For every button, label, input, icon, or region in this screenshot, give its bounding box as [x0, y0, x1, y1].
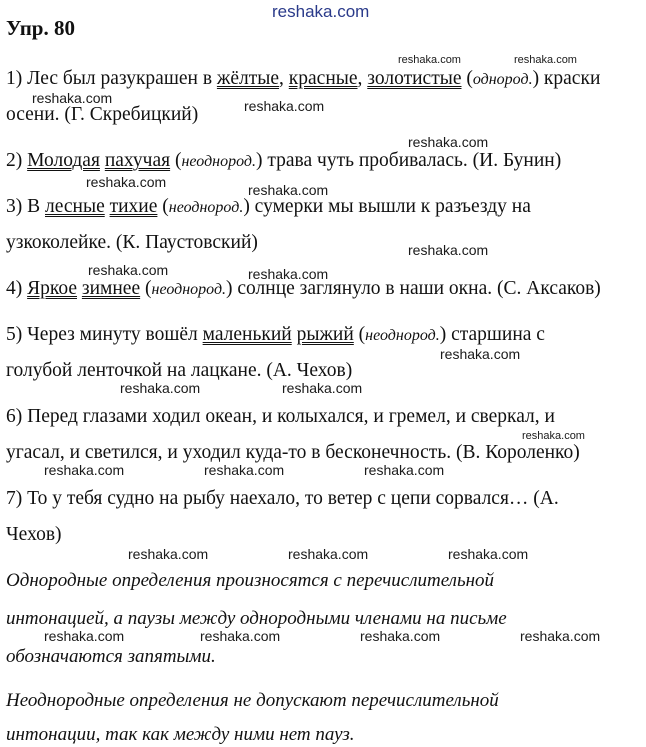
watermark: reshaka.com: [440, 346, 521, 362]
sentence-7-line-1: 7) То у тебя судно на рыбу наехало, то ветер с цепи сорвался… (А.: [6, 488, 559, 509]
s4-word-1: Яркое: [27, 278, 78, 299]
watermark: reshaka.com: [364, 462, 445, 478]
rule-2-line-1: Неоднородные определения не допускают перечислительной: [6, 690, 499, 711]
s5-word-1: маленький: [202, 324, 292, 345]
s4-note: неоднород.: [151, 281, 227, 298]
s3-rest: ) сумерки мы вышли к разъезду на: [243, 196, 531, 217]
watermark: reshaka.com: [398, 54, 461, 66]
s4-rest: ) солнце заглянуло в наши окна. (С. Аксаков): [226, 278, 601, 299]
watermark: reshaka.com: [88, 262, 169, 278]
sentence-3-line-2: узкоколейке. (К. Паустовский): [6, 232, 258, 253]
s5-num: 5) Через минуту вошёл: [6, 324, 203, 345]
sentence-1-line-1: [6, 68, 600, 90]
s1-word-1: жёлтые: [216, 68, 280, 89]
s2-word-1: Молодая: [27, 150, 100, 171]
rule-1-line-3: обозначаются запятыми.: [6, 646, 216, 667]
watermark: reshaka.com: [288, 546, 369, 562]
watermark: reshaka.com: [86, 174, 167, 190]
sentence-5-line-2: голубой ленточкой на лацкане. (А. Чехов): [6, 360, 353, 381]
s5-paren-open: (: [353, 324, 366, 345]
s3-num: 3) В: [6, 196, 45, 217]
sentence-1-line-2: осени. (Г. Скребицкий): [6, 104, 199, 125]
s5-note: неоднород.: [365, 327, 440, 344]
watermark: reshaka.com: [128, 546, 209, 562]
watermark: reshaka.com: [204, 462, 285, 478]
s1-note: однород.: [472, 71, 533, 88]
exercise-title: Упр. 80: [6, 16, 75, 40]
watermark: reshaka.com: [248, 266, 329, 282]
sentence-6-line-1: 6) Перед глазами ходил океан, и колыхался, и гремел, и сверкал, и: [6, 406, 555, 427]
s2-rest: ) трава чуть пробивалась. (И. Бунин): [256, 150, 562, 171]
sentence-2: [6, 150, 561, 172]
sentence-3-line-1: [6, 196, 531, 218]
watermark: reshaka.com: [282, 380, 363, 396]
s1-comma-1: ,: [279, 68, 289, 89]
sentence-6-line-2: угасал, и светился, и уходил куда-то в бесконечность. (В. Короленко): [6, 442, 580, 463]
s3-word-1: лесные: [45, 196, 105, 217]
s5-word-2: рыжий: [296, 324, 354, 345]
s4-num: 4): [6, 278, 28, 299]
watermark-top: reshaka.com: [272, 2, 370, 21]
s1-comma-2: ,: [357, 68, 368, 89]
watermark: reshaka.com: [44, 462, 125, 478]
watermark: reshaka.com: [514, 54, 577, 66]
watermark: reshaka.com: [200, 628, 281, 644]
s1-paren-open: (: [461, 68, 473, 89]
s3-paren-open: (: [157, 196, 169, 217]
s3-word-2: тихие: [109, 196, 158, 217]
watermark: reshaka.com: [244, 98, 325, 114]
sentence-7-line-2: Чехов): [6, 524, 62, 545]
watermark: reshaka.com: [360, 628, 441, 644]
watermark: reshaka.com: [408, 134, 489, 150]
s1-word-2: красные: [288, 68, 358, 89]
s2-num: 2): [6, 150, 28, 171]
watermark: reshaka.com: [448, 546, 529, 562]
watermark: reshaka.com: [522, 430, 585, 442]
s4-word-2: зимнее: [81, 278, 141, 299]
s2-paren-open: (: [170, 150, 182, 171]
sentence-5-line-1: [6, 324, 545, 346]
s1-paren-close: ) краски: [532, 68, 601, 89]
s1-text: 1) Лес был разукрашен в: [6, 68, 217, 89]
watermark: reshaka.com: [520, 628, 601, 644]
s4-paren-open: (: [140, 278, 152, 299]
s3-note: неоднород.: [168, 199, 244, 216]
watermark: reshaka.com: [120, 380, 201, 396]
watermark: reshaka.com: [32, 90, 113, 106]
watermark: reshaka.com: [44, 628, 125, 644]
watermark: reshaka.com: [408, 242, 489, 258]
rule-1-line-2: интонацией, а паузы между однородными членами на письме: [6, 608, 507, 629]
rule-1-line-1: Однородные определения произносятся с перечислительной: [6, 570, 495, 591]
rule-2-line-2: интонации, так как между ними нет пауз.: [6, 724, 355, 745]
s2-note: неоднород.: [181, 153, 256, 170]
s2-word-2: пахучая: [104, 150, 171, 171]
s1-word-3: золотистые: [367, 68, 462, 89]
watermark: reshaka.com: [248, 182, 329, 198]
s5-rest: ) старшина с: [439, 324, 545, 345]
